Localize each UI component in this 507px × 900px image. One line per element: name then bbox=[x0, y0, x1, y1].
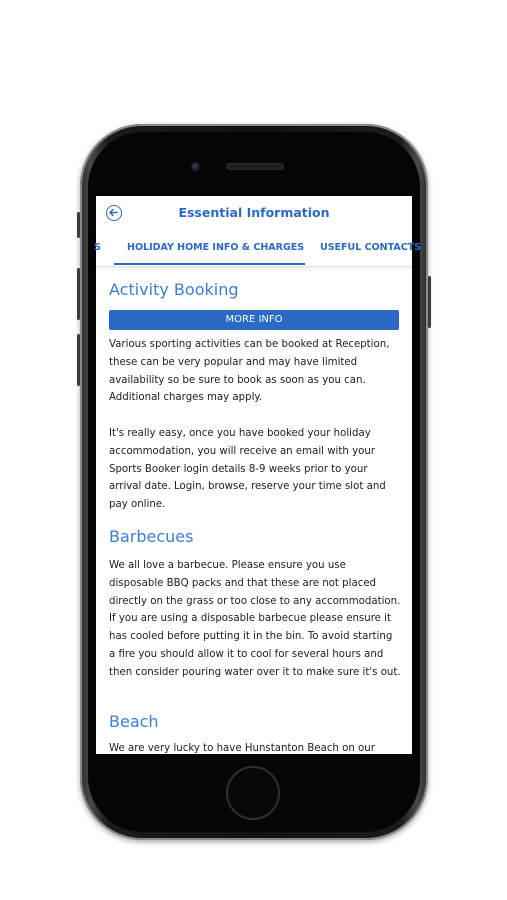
activity-paragraph-2: It's really easy, once you have booked your holiday accommodation, you will receive an email with your Sports Booker login details 8-9 weeks prior to your arrival date. Login, browse, reserve your time slot and pay online. bbox=[109, 428, 386, 511]
barbecues-paragraph: We all love a barbecue. Please ensure you use disposable BBQ packs and that these are not placed directly on the grass or too close to any accommodation. If you are using a disposable barbecue please ensure it has cooled before putting it in the bin. To avoid starting a fire you should allow it to cool for several hours and then consider pouring water over it to make sure it's out. bbox=[109, 560, 401, 678]
tab-useful-contacts[interactable]: USEFUL CONTACTS bbox=[320, 242, 421, 253]
volume-down-button bbox=[77, 334, 80, 386]
front-camera bbox=[191, 162, 201, 172]
app-header bbox=[96, 196, 412, 232]
activity-paragraph-1: Various sporting activities can be booked at Reception, these can be very popular and may have limited availability so be sure to book as soon as you can. Additional charges may apply. bbox=[109, 339, 390, 404]
more-info-button[interactable]: MORE INFO bbox=[109, 310, 399, 330]
power-button bbox=[428, 276, 431, 328]
beach-heading: Beach bbox=[109, 712, 159, 731]
tab-partial-left[interactable]: S bbox=[94, 242, 101, 253]
phone-screen bbox=[94, 196, 421, 754]
volume-up-button bbox=[77, 268, 80, 320]
mute-switch bbox=[77, 212, 80, 238]
tab-bar bbox=[94, 232, 421, 267]
earpiece-speaker bbox=[226, 163, 284, 170]
page-title: Essential Information bbox=[178, 205, 330, 220]
beach-paragraph: We are very lucky to have Hunstanton Beach on our bbox=[109, 743, 375, 754]
tab-holiday-home-info[interactable]: HOLIDAY HOME INFO & CHARGES bbox=[127, 242, 305, 253]
home-button[interactable] bbox=[226, 766, 280, 820]
activity-booking-heading: Activity Booking bbox=[109, 280, 239, 299]
barbecues-heading: Barbecues bbox=[109, 527, 194, 546]
active-tab-indicator bbox=[114, 263, 305, 265]
